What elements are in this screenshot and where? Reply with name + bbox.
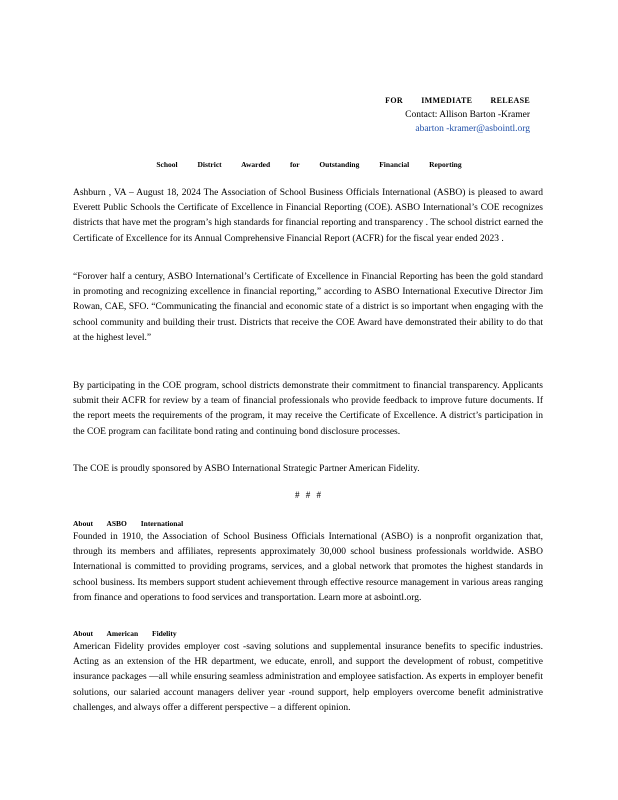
about-asbo-heading: About ASBO International (73, 519, 184, 528)
paragraph-participation: By participating in the COE program, school districts demonstrate their commitment to financial transparency. Applicants submit their ACFR for review by a team of financial professionals who provide feedback to improve future documents. If the report meets the requirements of the program, it may receive the Certificate of Excellence. A district’s participation in the COE program can facilitate bond rating and continuing bond disclosure processes. (73, 381, 543, 437)
headline: School District Awarded for Outstanding Financial Reporting (156, 160, 462, 169)
body-section-2 (73, 270, 543, 346)
release-tag: FOR IMMEDIATE RELEASE (385, 96, 530, 105)
about-asbo-text: Founded in 1910, the Association of School Business Officials International (ASBO) is a nonprofit organization that, through its members and affiliates, represents approximately 30,000 school business professionals worldwide. ASBO International is committed to providing programs, services, and a global network that promotes the highest standards in school business. Its members support student achievement through effective resource management in various areas ranging from finance and operations to food services and transportation. Learn more at asbointl.org. (73, 532, 543, 603)
about-asbo-section (73, 518, 543, 606)
about-af-text: American Fidelity provides employer cost -saving solutions and supplemental insurance benefits to specific industries. Acting as an extension of the HR department, we educate, enroll, and support the development of robust, competitive insurance packages —all while ensuring seamless administration and employee satisfaction. As experts in employer benefit solutions, our salaried account managers deliver year -round support, help employers overcome benefit administrative challenges, and always offer a different perspective – a different opinion. (73, 642, 543, 713)
body-section-3 (73, 379, 543, 440)
paragraph-intro: Ashburn , VA – August 18, 2024 The Association of School Business Officials International (ASBO) is pleased to award Everett Public Schools the Certificate of Excellence in Financial Reporting (COE). ASBO International’s COE recognizes districts that have met the program’s high standards for financial reporting and transparency . The school district earned the Certificate of Excellence for its Annual Comprehensive Financial Report (ACFR) for the fiscal year ended 2023 . (73, 188, 543, 244)
contact-label: Contact: (405, 110, 438, 120)
about-af-section (73, 628, 543, 716)
contact-line (385, 108, 530, 122)
about-af-heading: About American Fidelity (73, 629, 177, 638)
release-header (385, 94, 530, 136)
section-divider: # # # (295, 490, 323, 500)
contact-email-link[interactable]: abarton -kramer@asbointl.org (415, 124, 530, 134)
contact-name: Allison Barton -Kramer (439, 110, 530, 120)
body-section-1 (73, 186, 543, 247)
paragraph-sponsor: The COE is proudly sponsored by ASBO International Strategic Partner American Fidelity. (73, 464, 420, 474)
paragraph-quote: “Forover half a century, ASBO International’s Certificate of Excellence in Financial Reporting has been the gold standard in promoting and recognizing excellence in financial reporting,” according to ASBO International Executive Director Jim Rowan, CAE, SFO. “Communicating the financial and economic state of a district is so important when engaging with the school community and building their trust. Districts that receive the COE Award have demonstrated their ability to do that at the highest level.” (73, 272, 543, 343)
body-section-4 (73, 462, 543, 477)
